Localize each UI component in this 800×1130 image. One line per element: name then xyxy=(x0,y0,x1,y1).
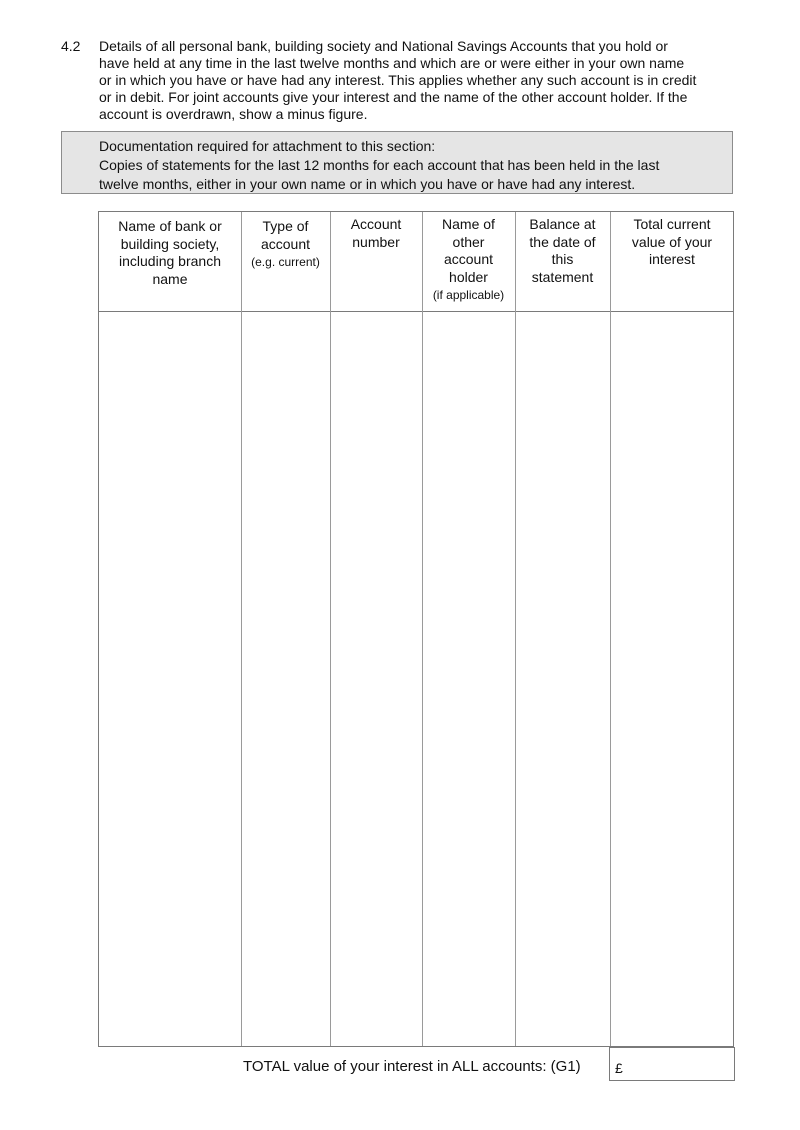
documentation-line: Copies of statements for the last 12 months for each account that has been held in the last xyxy=(99,157,660,173)
column-header-line: Name of bank or xyxy=(118,218,222,234)
column-header-line: other xyxy=(452,233,485,250)
column-header-note: (e.g. current) xyxy=(251,255,320,269)
documentation-line: Documentation required for attachment to this section: xyxy=(99,138,436,154)
instruction-line: or in which you have or have had any interest. This applies whether any such account is in credit xyxy=(99,72,697,88)
column-header-line: value of your xyxy=(631,233,713,250)
currency-symbol: £ xyxy=(615,1060,623,1076)
column-header-line: Type of xyxy=(262,218,309,234)
instruction-line: Details of all personal bank, building society and National Savings Accounts that you hold or xyxy=(99,38,668,54)
total-value-entry-cell[interactable] xyxy=(610,312,734,1046)
account-number-entry-cell[interactable] xyxy=(330,312,422,1046)
column-header-line: holder xyxy=(449,268,488,285)
total-value-field[interactable] xyxy=(609,1047,735,1081)
column-header-account-number xyxy=(330,216,422,251)
instruction-line: have held at any time in the last twelve months and which are or were either in your own name xyxy=(99,55,685,71)
column-header-other-holder xyxy=(422,216,515,304)
column-header-line: Name of xyxy=(442,216,495,232)
instruction-line: or in debit. For joint accounts give your interest and the name of the other account holder. If the xyxy=(99,89,688,105)
column-header-note: (if applicable) xyxy=(432,288,505,302)
documentation-text xyxy=(99,137,659,194)
column-header-line: building society, xyxy=(120,235,220,252)
column-header-account-type xyxy=(241,218,330,271)
column-header-line: Total current xyxy=(633,216,711,232)
column-header-line: name xyxy=(152,270,188,287)
column-header-line: interest xyxy=(649,251,695,267)
instruction-line: account is overdrawn, show a minus figure. xyxy=(99,106,368,122)
column-header-line: statement xyxy=(531,268,594,285)
column-header-total-value xyxy=(610,216,734,269)
column-header-bank-name xyxy=(99,218,241,288)
column-header-line: including branch xyxy=(119,253,221,269)
column-header-balance xyxy=(515,216,610,286)
column-header-line: account xyxy=(260,235,311,252)
section-number: 4.2 xyxy=(61,38,81,54)
column-header-line: this xyxy=(551,251,574,267)
column-header-line: account xyxy=(443,251,494,267)
other-holder-entry-cell[interactable] xyxy=(422,312,515,1046)
total-label: TOTAL value of your interest in ALL accounts: (G1) xyxy=(243,1058,581,1075)
column-header-line: the date of xyxy=(529,233,596,250)
bank-name-entry-cell[interactable] xyxy=(99,312,241,1046)
accounts-table xyxy=(98,211,734,1047)
column-header-line: Account xyxy=(350,216,402,232)
account-type-entry-cell[interactable] xyxy=(241,312,330,1046)
column-header-line: Balance at xyxy=(529,216,596,232)
balance-entry-cell[interactable] xyxy=(515,312,610,1046)
documentation-box xyxy=(61,131,733,194)
column-header-line: number xyxy=(352,233,400,250)
documentation-line: twelve months, either in your own name or in which you have or have had any interest. xyxy=(99,176,636,192)
section-instructions xyxy=(99,38,739,123)
